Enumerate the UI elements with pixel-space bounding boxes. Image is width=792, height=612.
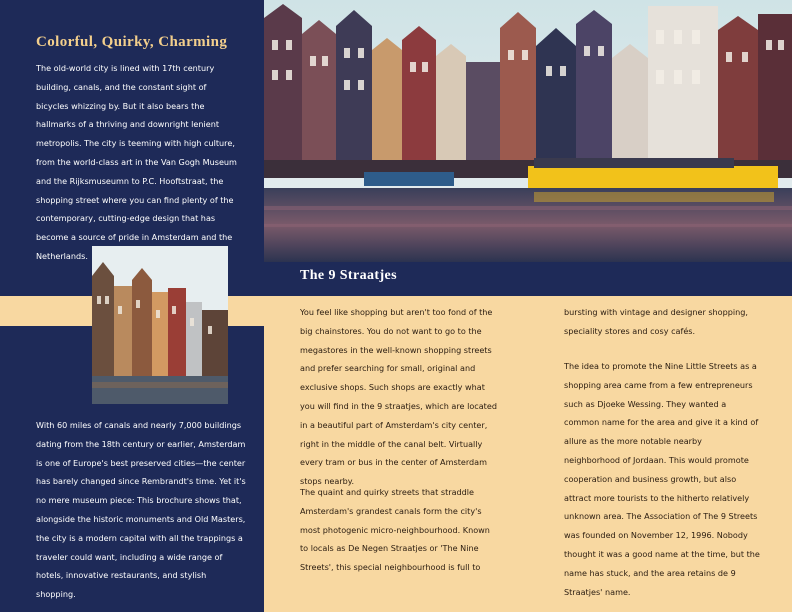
section-heading: The 9 Straatjes [300, 268, 397, 283]
column2-paragraph1: bursting with vintage and designer shopping, speciality stores and cosy cafés. [564, 307, 749, 336]
left-heading: Colorful, Quirky, Charming [36, 34, 228, 50]
column2-paragraph2: The idea to promote the Nine Little Streets as a shopping area came from a few entrepreneurs such as Djoeke Wessing. They wanted a common name for the area and give it a kind of allure as the more notable nearby neighborhood of Jordaan. This would promote cooperation and business growth, but also attract more tourists to the hitherto relatively unknown area. The Association of The 9 Streets was founded on November 12, 1996. Nobody thought it was a good name at the time, but the name has stuck, and the area retains de 9 Straatjes' name. [564, 361, 760, 597]
column1-paragraph2: The quaint and quirky streets that straddle Amsterdam's grandest canals form the city's most photogenic micro-neighbourhood. Known to locals as De Negen Straatjes or 'The Nine Streets', this special neighbourhood is full to [300, 487, 490, 573]
left-intro-paragraph: The old-world city is lined with 17th century building, canals, and the constant sight of bicycles whizzing by. But it also bears the hallmarks of a thriving and downright lenient metropolis. The city is teeming with high culture, from the world-class art in the Van Gogh Museum and the Rijksmuseumn to P.C. Hooftstraat, the shopping street where you can find plenty of the contemporary, cutting-edge design that has become a source of pride in Amsterdam and the Netherlands. [36, 63, 237, 261]
column1-paragraph1: You feel like shopping but aren't too fond of the big chainstores. You do not want to go to the megastores in the well-known shopping streets and prefer searching for small, original and exclusive shops. Such shops are exactly what you will find in the 9 straatjes, which are located in a beautiful part of Amsterdam's city center, right in the middle of the canal belt. Virtually every tram or bus in the center of Amsterdam stops nearby. [300, 307, 497, 487]
left-outro-paragraph: With 60 miles of canals and nearly 7,000 buildings dating from the 18th century or earlier, Amsterdam is one of Europe's best preserved cities—the center has barely changed since Rembrandt's time. Yet it's no mere museum piece: This brochure shows that, alongside the historic monuments and Old Masters, the city is a modern capital with all the trappings a traveler could want, including a wide range of hotels, innovative restaurants, and stylish shopping. [36, 420, 246, 600]
canal-side-photo [92, 246, 228, 404]
canal-houses-photo [264, 0, 792, 262]
